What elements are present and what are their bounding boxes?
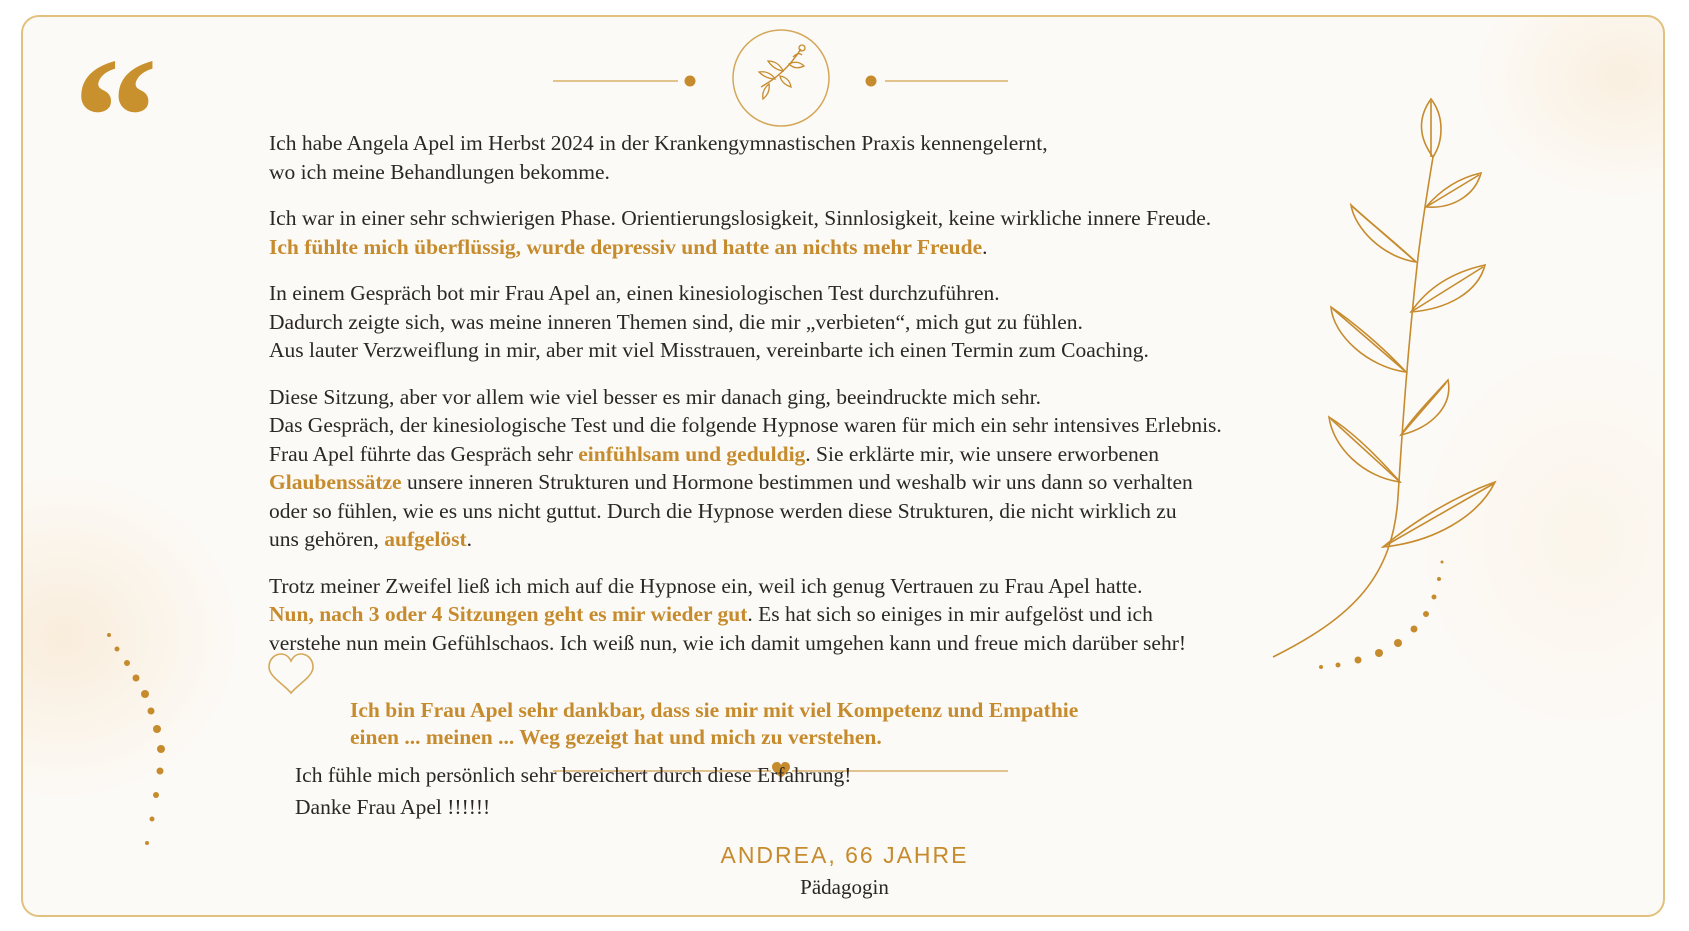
body-text: Frau Apel führte das Gespräch sehr — [269, 441, 579, 466]
paragraph-line — [269, 497, 1369, 526]
highlighted-text: aufgelöst — [384, 527, 467, 551]
testimonial-paragraph — [269, 129, 1369, 186]
highlighted-text: Nun, nach 3 oder 4 Sitzungen geht es mir wieder gut — [269, 602, 748, 626]
body-text: unsere inneren Strukturen und Hormone bestimmen und weshalb wir uns dann so verhalten — [401, 470, 1193, 494]
closing-statement — [295, 759, 851, 823]
paragraph-line — [269, 440, 1369, 469]
author-name: ANDREA, 66 JAHRE — [720, 842, 969, 868]
body-text: . — [982, 234, 988, 259]
paragraph-line — [269, 629, 1369, 658]
testimonial-paragraph — [269, 279, 1369, 365]
body-text: . Sie erklärte mir, wie unsere erworbenen — [805, 441, 1160, 466]
closing-line: Danke Frau Apel !!!!!! — [295, 795, 491, 819]
leaf-branch-emblem-icon — [733, 30, 829, 126]
paragraph-line — [269, 279, 1369, 308]
body-text: . — [466, 527, 473, 551]
testimonial-paragraph — [269, 572, 1369, 658]
body-text: wo ich meine Behandlungen bekomme. — [269, 159, 610, 184]
testimonial-paragraph — [269, 204, 1369, 261]
highlighted-text: einfühlsam und geduldig — [578, 441, 806, 466]
body-text: oder so fühlen, wie es uns nicht guttut. Durch die Hypnose werden diese Strukturen, die nicht wirklich zu — [269, 498, 1177, 523]
paragraph-line — [269, 204, 1369, 233]
paragraph-line — [269, 411, 1369, 440]
body-text: uns gehören, — [269, 527, 385, 551]
quote-mark-icon: “ — [73, 23, 158, 211]
body-text: verstehe nun mein Gefühlschaos. Ich weiß nun, wie ich damit umgehen kann und freue mich darüber sehr! — [269, 630, 1187, 655]
paragraph-line — [269, 158, 1369, 187]
body-text: Ich habe Angela Apel im Herbst 2024 in der Krankengymnastischen Praxis kennengelernt, — [269, 131, 1048, 155]
body-text: In einem Gespräch bot mir Frau Apel an, einen kinesiologischen Test durchzuführen. — [269, 281, 1000, 305]
body-text: Ich war in einer sehr schwierigen Phase. Orientierungslosigkeit, Sinnlosigkeit, keine wirkliche innere Freude. — [269, 206, 1212, 230]
body-text: Aus lauter Verzweiflung in mir, aber mit viel Misstrauen, vereinbarte ich einen Termin zum Coaching. — [269, 338, 1149, 362]
highlighted-text: Glaubenssätze — [269, 470, 402, 494]
paragraph-line — [269, 383, 1369, 412]
body-text: Dadurch zeigte sich, was meine inneren Themen sind, die mir „verbieten“, mich gut zu fühlen. — [269, 309, 1083, 334]
closing-line: Ich fühle mich persönlich sehr bereichert durch diese Erfahrung! — [295, 763, 852, 787]
paragraph-line — [269, 129, 1369, 158]
thanks-line: einen ... meinen ... Weg gezeigt hat und mich zu verstehen. — [350, 725, 882, 749]
thanks-statement — [350, 697, 1078, 751]
testimonial-text — [269, 129, 1369, 675]
author-role: Pädagogin — [800, 875, 889, 899]
body-text: . Es hat sich so einiges in mir aufgelöst und ich — [747, 602, 1153, 626]
paragraph-line — [269, 600, 1369, 629]
paragraph-line — [269, 308, 1369, 337]
paragraph-line — [269, 468, 1369, 497]
testimonial-paragraph — [269, 383, 1369, 554]
body-text: Trotz meiner Zweifel ließ ich mich auf die Hypnose ein, weil ich genug Vertrauen zu Frau Apel hatte. — [269, 573, 1143, 598]
body-text: Diese Sitzung, aber vor allem wie viel besser es mir danach ging, beeindruckte mich sehr. — [269, 384, 1041, 409]
paragraph-line — [269, 336, 1369, 365]
paragraph-line — [269, 525, 1369, 554]
highlighted-text: Ich fühlte mich überflüssig, wurde depressiv und hatte an nichts mehr Freude — [269, 234, 983, 259]
paragraph-line — [269, 572, 1369, 601]
left-dotted-arc — [107, 633, 165, 845]
body-text: Das Gespräch, der kinesiologische Test und die folgende Hypnose waren für mich ein sehr intensives Erlebnis. — [269, 413, 1222, 437]
thanks-line: Ich bin Frau Apel sehr dankbar, dass sie mir mit viel Kompetenz und Empathie — [350, 698, 1079, 722]
paragraph-line — [269, 233, 1369, 262]
